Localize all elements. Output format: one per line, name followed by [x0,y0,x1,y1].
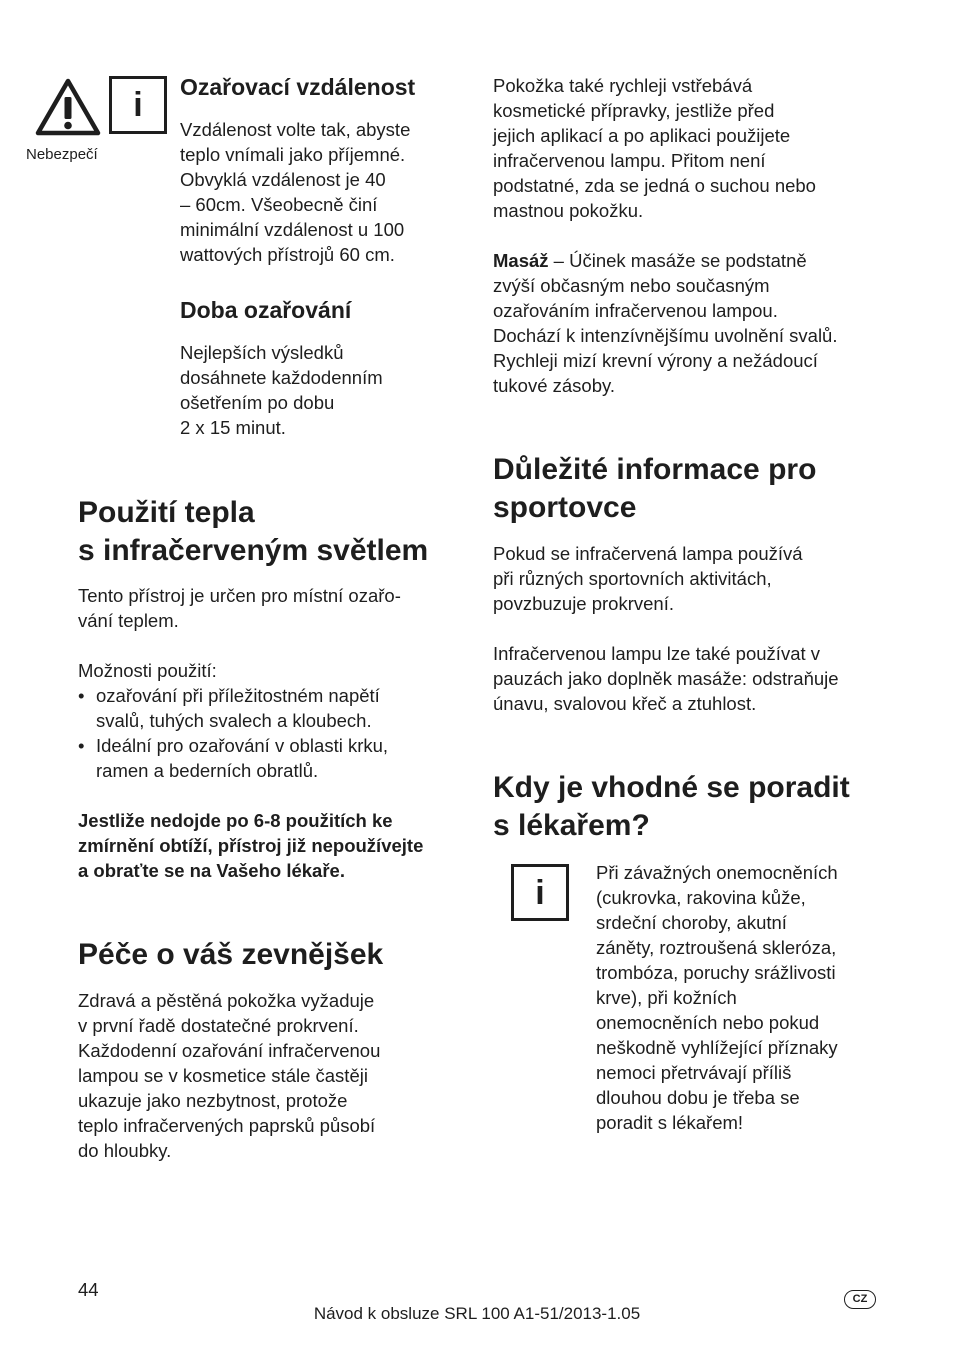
athletes-text-2: Infračervenou lampu lze také používat v pauzách jako doplněk masáže: odstraňuje únavu, svalovou křeč a ztuhlost. [493,643,839,714]
heat-use-warning: Jestliže nedojde po 6-8 použitích ke zmírnění obtíží, přístroj již nepoužívejte a obraťte se na Vašeho lékaře. [78,810,424,881]
heat-use-intro: Tento přístroj je určen pro místní ozařo- vání teplem. [78,585,401,631]
usage-list [78,683,388,783]
usage-options-label: Možnosti použití: [78,660,217,681]
doctor-heading: Kdy je vhodné se poradit s lékařem? [493,771,850,842]
info-icon [109,76,167,134]
care-text: Zdravá a pěstěná pokožka vyžaduje v první řadě dostatečné prokrvení. Každodenní ozařování infračervenou lampou se v kosmetice stále častěji ukazuje jako nezbytnost, protože teplo infračervených paprsků působí do hloubky. [78,990,381,1161]
athletes-text-1: Pokud se infračervená lampa používá při různých sportovních aktivitách, povzbuzuje prokrvení. [493,543,803,614]
skin-text: Pokožka také rychleji vstřebává kosmetické přípravky, jestliže před jejich aplikací a po aplikaci použijete infračervenou lampu. Přitom není podstatné, zda se jedná o suchou nebo mastnou pokožku. [493,75,816,221]
athletes-heading: Důležité informace pro sportovce [493,453,817,524]
distance-heading: Ozařovací vzdálenost [180,74,416,100]
usage-options [78,658,388,783]
country-badge: CZ [844,1290,876,1309]
duration-text: Nejlepších výsledků dosáhnete každodenním ošetřením po dobu 2 x 15 minut. [180,342,383,438]
info-glyph: i [535,873,545,912]
info-glyph: i [133,86,143,124]
distance-text: Vzdálenost volte tak, abyste teplo vnímali jako příjemné. Obvyklá vzdálenost je 40 – 60cm. Všeobecně činí minimální vzdálenost u 100 wattových přístrojů 60 cm. [180,119,411,265]
danger-label: Nebezpečí [26,146,98,163]
warning-triangle-icon [33,76,103,138]
list-item: • Ideální pro ozařování v oblasti krku, ramen a bederních obratlů. [78,733,388,783]
info-icon [511,864,569,921]
care-heading: Péče o váš zevnějšek [78,938,384,971]
doctor-text: Při závažných onemocněních (cukrovka, rakovina kůže, srdeční choroby, akutní záněty, roztroušená skleróza, trombóza, poruchy srážlivosti krve), při kožních onemocněních nebo pokud neškodně vyhlížející příznaky nemoci přetrvávají příliš dlouhou dobu je třeba se poradit s lékařem! [596,862,838,1133]
manual-reference: Návod k obsluze SRL 100 A1-51/2013-1.05 [313,1304,641,1323]
massage-text: Masáž – Účinek masáže se podstatně zvýší občasným nebo současným ozařováním infračervenou lampou. Dochází k intenzívnějšímu uvolnění svalů. Rychleji mizí krevní výrony a nežádoucí tukové zásoby. [493,250,838,396]
massage-label: Masáž [493,250,549,271]
heat-use-heading: Použití tepla s infračerveným světlem [78,496,429,567]
page-number: 44 [78,1279,99,1300]
list-item: • ozařování při příležitostném napětí svalů, tuhých svalech a kloubech. [78,683,388,733]
duration-heading: Doba ozařování [180,297,352,323]
